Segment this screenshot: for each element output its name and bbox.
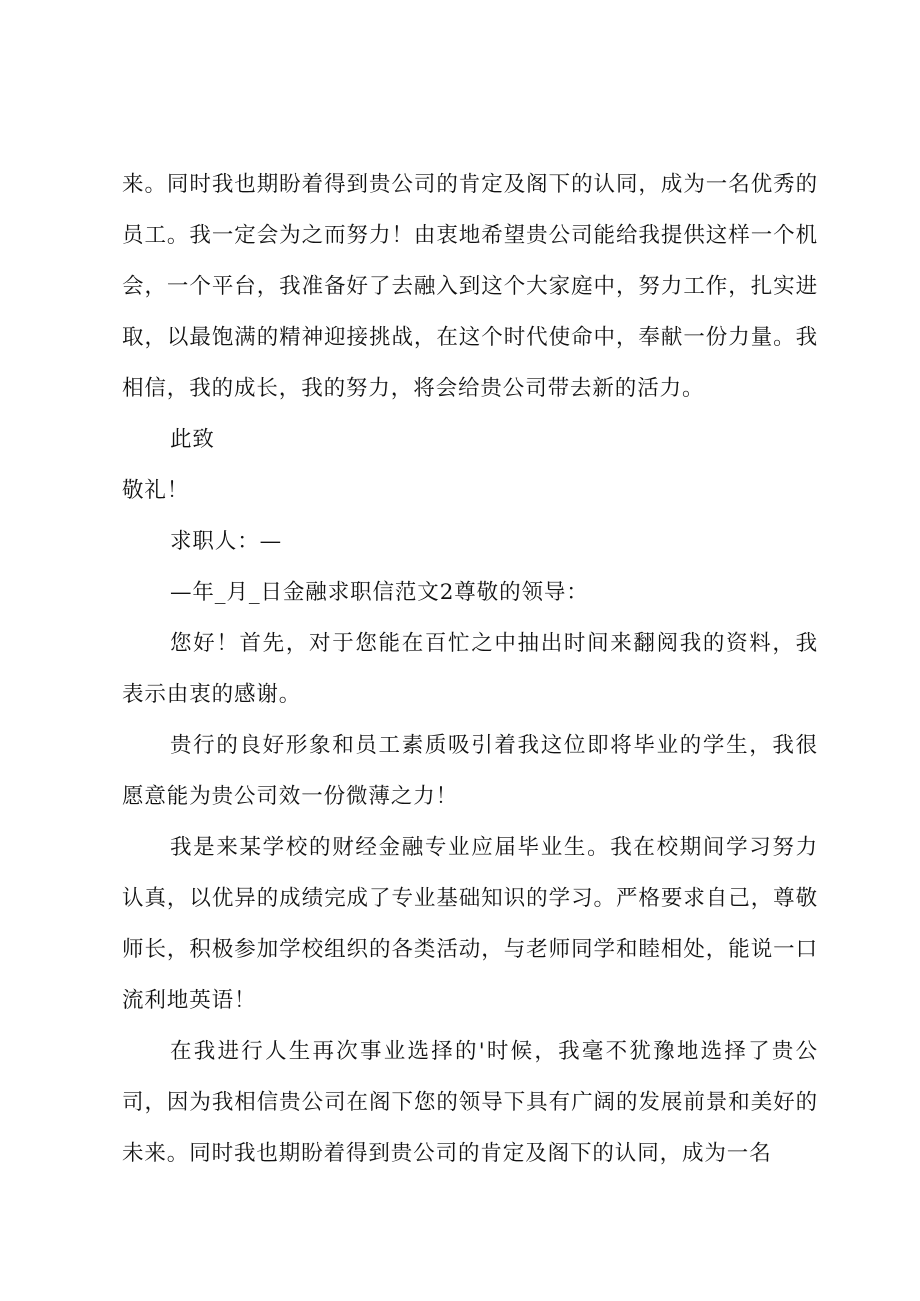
paragraph-continuation: 来。同时我也期盼着得到贵公司的肯定及阁下的认同，成为一名优秀的员工。我一定会为之而努力！由衷地希望贵公司能给我提供这样一个机会，一个平台，我准备好了去融入到这个大家庭中，努力工作，扎实进取，以最饱满的精神迎接挑战，在这个时代使命中，奉献一份力量。我相信，我的成长，我的努力，将会给贵公司带去新的活力。 [122, 172, 818, 401]
paragraph-career-choice: 在我进行人生再次事业选择的'时候，我毫不犹豫地选择了贵公司，因为我相信贵公司在阁下您的领导下具有广阔的发展前景和美好的未来。同时我也期盼着得到贵公司的肯定及阁下的认同，成为一名 [122, 1039, 818, 1166]
paragraph-background: 我是来某学校的财经金融专业应届毕业生。我在校期间学习努力认真，以优异的成绩完成了专业基础知识的学习。严格要求自己，尊敬师长，积极参加学校组织的各类活动，与老师同学和睦相处，能说一口流利地英语！ [122, 835, 818, 1013]
paragraph-greeting: 您好！首先，对于您能在百忙之中抽出时间来翻阅我的资料，我表示由衷的感谢。 [122, 631, 818, 707]
applicant-signature: 求职人：— [170, 529, 283, 554]
salutation-jingli: 敬礼！ [122, 478, 190, 503]
date-and-title-line: —年_月_日金融求职信范文2尊敬的领导： [170, 580, 589, 605]
salutation-cizhi: 此致 [170, 427, 215, 452]
document-body [122, 159, 818, 1179]
paragraph-motivation: 贵行的良好形象和员工素质吸引着我这位即将毕业的学生，我很愿意能为贵公司效一份微薄之力！ [122, 733, 818, 809]
